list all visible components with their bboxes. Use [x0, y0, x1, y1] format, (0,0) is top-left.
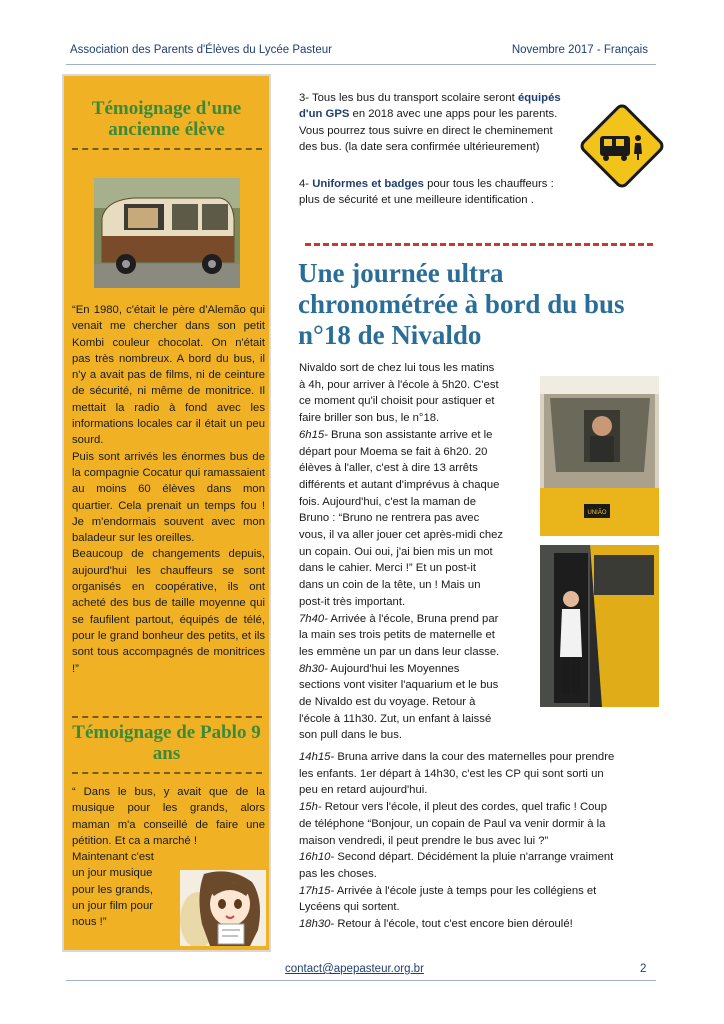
article-line — [299, 477, 532, 494]
article-line — [299, 766, 651, 783]
line-text: Arrivée à l'école juste à temps pour les collégiens et — [334, 884, 597, 897]
article-line — [299, 899, 651, 916]
gps-point — [299, 90, 567, 155]
point-keyword: Uniformes et badges — [312, 178, 424, 190]
article-line — [299, 627, 532, 644]
article-line — [299, 833, 651, 850]
line-text: fois. Aujourd'hui, c'est la maman de — [299, 495, 476, 508]
article-line — [299, 816, 651, 833]
point-text: 4- — [299, 178, 310, 190]
time-marker: 15h- — [299, 801, 322, 814]
article-body-narrow — [299, 360, 532, 744]
article-body-wide — [299, 749, 651, 933]
anime-girl-illustration — [180, 870, 266, 946]
article-line — [299, 711, 532, 728]
article-line — [299, 460, 532, 477]
line-text: les enfants. 1er départ à 14h30, c'est les CP qui sont sorti un — [299, 767, 604, 780]
time-marker: 17h15- — [299, 884, 335, 897]
bus-label: UNIÃO — [587, 510, 607, 516]
article-line — [299, 494, 532, 511]
line-text: Second départ. Décidément la pluie n'arrange vraiment — [334, 851, 614, 864]
article-line — [299, 377, 532, 394]
section-divider — [305, 243, 653, 246]
article-headline: Une journée ultra chronométrée à bord du bus n°18 de Nivaldo — [298, 258, 625, 350]
line-text: Retour à l'école, tout c'est encore bien déroulé! — [334, 918, 573, 931]
line-text: peu en retard aujourd'hui. — [299, 784, 428, 797]
time-marker: 8h30- — [299, 662, 328, 675]
article-line — [299, 577, 532, 594]
line-text: différents et autant d'imprévus à chaque — [299, 478, 500, 491]
line-text: post-it très important. — [299, 595, 406, 608]
testimony-paragraph: “ Dans le bus, y avait que de la musique pour les grands, alors maman m'a conseillé de faire une pétition. Et ca a marché ! — [72, 786, 265, 847]
article-line — [299, 410, 532, 427]
article-line — [299, 611, 532, 628]
header-divider — [66, 64, 656, 65]
line-text: les emmène un par un dans leur classe. — [299, 645, 500, 658]
article-line — [299, 360, 532, 377]
article-line — [299, 510, 532, 527]
line-text: Retour vers l'école, il pleut des cordes, quel trafic ! Coup — [321, 801, 607, 814]
line-text: faire briller son bus, le n°18. — [299, 412, 440, 425]
kombi-van-photo — [94, 178, 240, 288]
contact-email-link[interactable]: contact@apepasteur.org.br — [285, 963, 424, 975]
testimony-paragraph: Puis sont arrivés les énormes bus de la compagnie Cocatur qui ramassaient au moins 60 élèves dans mon quartier. Cela prenait un temps fou ! Je m'endormais souvent avec mon baladeur sur les oreilles. — [72, 450, 265, 545]
line-text: de Nivaldo est du voyage. Retour à — [299, 696, 476, 709]
article-line — [299, 799, 651, 816]
line-text: départ pour Moema se fait à 6h20. 20 — [299, 445, 488, 458]
testimony-line: un jour musique — [72, 867, 153, 880]
time-marker: 7h40- — [299, 612, 328, 625]
sidebar-divider — [72, 772, 262, 774]
testimony-paragraph: “En 1980, c'était le père d'Alemão qui venait me chercher dans son petit Kombi couleur chocolat. On n'était pas très nombreux. A bord du bus, il n'y a avait pas de films, ni de ceinture de sécurité, ni même de monitrice. Il mettait la radio à fond avec les informations locales car il était un peu sourd. — [72, 304, 265, 447]
testimony-line: Maintenant c'est — [72, 851, 154, 864]
sidebar-title-pablo: Témoignage de Pablo 9 ans — [72, 722, 261, 764]
article-line — [299, 782, 651, 799]
time-marker: 6h15- — [299, 428, 328, 441]
article-line — [299, 560, 532, 577]
article-line — [299, 849, 651, 866]
line-text: à 4h, pour arriver à l'école à 5h20. C'est — [299, 378, 499, 391]
line-text: Bruno : “Bruno ne rentrera pas avec — [299, 512, 480, 525]
line-text: Aujourd'hui les Moyennes — [327, 662, 460, 675]
point-text: 3- Tous les bus du transport scolaire seront — [299, 92, 515, 104]
testimony-line: pour les grands, — [72, 883, 154, 896]
time-marker: 16h10- — [299, 851, 335, 864]
line-text: son pull dans le bus. — [299, 729, 402, 742]
line-text: Bruna son assistante arrive et le — [327, 428, 493, 441]
driver-photo — [540, 376, 659, 536]
page-number: 2 — [640, 963, 647, 975]
article-line — [299, 544, 532, 561]
line-text: un copain. Oui oui, j'ai bien mis un mot — [299, 545, 493, 558]
uniforms-point — [299, 176, 567, 209]
line-text: Arrivée à l'école, Bruna prend par — [327, 612, 499, 625]
line-text: pas les choses. — [299, 867, 377, 880]
school-bus-sign-icon — [578, 102, 666, 190]
article-line — [299, 866, 651, 883]
line-text: sections vont visiter l'aquarium et le bus — [299, 679, 499, 692]
testimony-paragraph: Beaucoup de changements depuis, aujourd'hui les chauffeurs se sont organisés en coopérative, ils ont acheté des bus de taille moyenne qui se faufilent partout, équipés de télé, pour le grand bonheur des petits, et ils sont tous accompagnés de monitrices !” — [72, 548, 265, 675]
article-line — [299, 727, 532, 744]
point-keyword: équipés d'un GPS — [299, 92, 561, 121]
time-marker: 18h30- — [299, 918, 335, 931]
point-text: en 2018 avec une apps pour les parents. Vous pourrez tous suivre en direct le cheminement des bus. (la date sera confirmée ultérieurement) — [299, 108, 558, 153]
line-text: maison vendredi, il peut prendre le bus avec lui ?” — [299, 834, 549, 847]
article-line — [299, 694, 532, 711]
footer-divider — [66, 980, 656, 981]
line-text: dans un coin de la tête, un ! Mais un — [299, 579, 481, 592]
article-line — [299, 527, 532, 544]
sidebar-divider — [72, 148, 262, 150]
testimony-line: un jour film pour — [72, 900, 153, 913]
former-student-testimony — [72, 302, 265, 677]
line-text: ce moment qu'il choisit pour astiquer et — [299, 395, 495, 408]
line-text: dans le cahier. Merci !” Et un post-it — [299, 562, 477, 575]
sidebar-divider — [72, 716, 262, 718]
testimony-sidebar — [62, 74, 271, 952]
article-line — [299, 661, 532, 678]
line-text: l'école à 11h30. Zut, un enfant à laissé — [299, 712, 492, 725]
assistant-photo — [540, 545, 659, 707]
line-text: de téléphone “Bonjour, un copain de Paul va venir dormir à la — [299, 817, 606, 830]
line-text: élèves à l'aller, c'est à dire 13 arrêts — [299, 462, 478, 475]
time-marker: 14h15- — [299, 751, 335, 763]
article-line — [299, 393, 532, 410]
article-line — [299, 644, 532, 661]
article-line — [299, 444, 532, 461]
line-text: Bruna arrive dans la cour des maternelles pour prendre — [334, 751, 615, 763]
article-line — [299, 749, 651, 766]
testimony-line: nous !” — [72, 916, 107, 929]
article-line — [299, 883, 651, 900]
article-line — [299, 427, 532, 444]
line-text: vous, il va aller jouer cet après-midi chez — [299, 529, 504, 542]
issue-date: Novembre 2017 - Français — [511, 44, 648, 56]
point-text: pour tous les chauffeurs : plus de sécurité et une meilleure identification . — [299, 178, 554, 207]
association-name: Association des Parents d'Élèves du Lycée Pasteur — [70, 44, 332, 56]
article-line — [299, 594, 532, 611]
article-line — [299, 916, 651, 933]
article-line — [299, 677, 532, 694]
line-text: Lycéens qui sortent. — [299, 901, 400, 914]
sidebar-title-former-student: Témoignage d'une ancienne élève — [91, 98, 242, 140]
line-text: la main ses trois petits de maternelle et — [299, 629, 495, 642]
line-text: Nivaldo sort de chez lui tous les matins — [299, 362, 495, 374]
